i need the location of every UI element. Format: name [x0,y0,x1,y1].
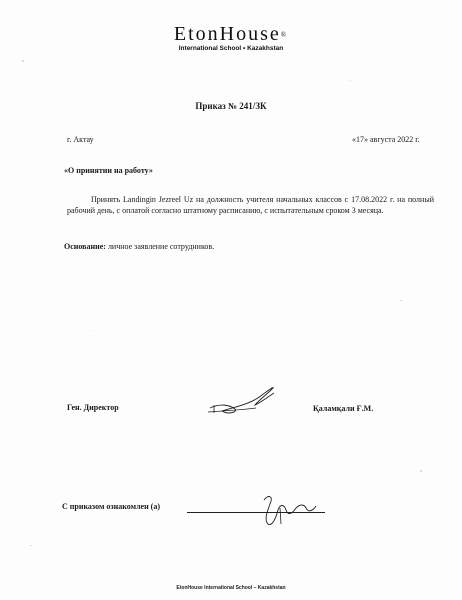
page-footer: EtonHouse International School – Kazakhstan [176,585,286,591]
signatory-role: Ген. Директор [67,403,119,412]
order-title: Приказ № 241/ЗК [195,101,267,111]
director-signature [200,375,290,425]
order-body: Принять Landingin Jezreel Uz на должность учителя начальных классов с 17.08.2022 г. на полный рабочий день, с оплатой согласно штатному расписанию, с испытательным сроком 3 месяца. [67,195,434,215]
acknowledgement-label: С приказом ознакомлен (а) [62,502,160,511]
scan-speck [90,330,91,331]
order-basis [64,242,214,251]
scan-speck [350,80,351,81]
registered-mark: ® [280,31,289,39]
employee-signature [250,490,330,534]
brand-name: EtonHouse® [173,23,289,45]
order-subject: «О принятии на работу» [64,166,153,175]
letterhead-logo [0,24,462,53]
signatory-name: Қаламқали Ғ.М. [313,404,374,413]
order-city: г. Актау [67,135,94,144]
basis-text: личное заявление сотрудников. [105,242,215,251]
brand-subtitle: International School • Kazakhstan [178,45,284,52]
scan-speck [420,470,422,472]
scan-speck [30,545,32,546]
scan-speck [22,60,24,62]
order-date: «17» августа 2022 г. [352,135,420,144]
basis-label: Основание: [64,242,106,251]
scan-speck [400,300,402,301]
